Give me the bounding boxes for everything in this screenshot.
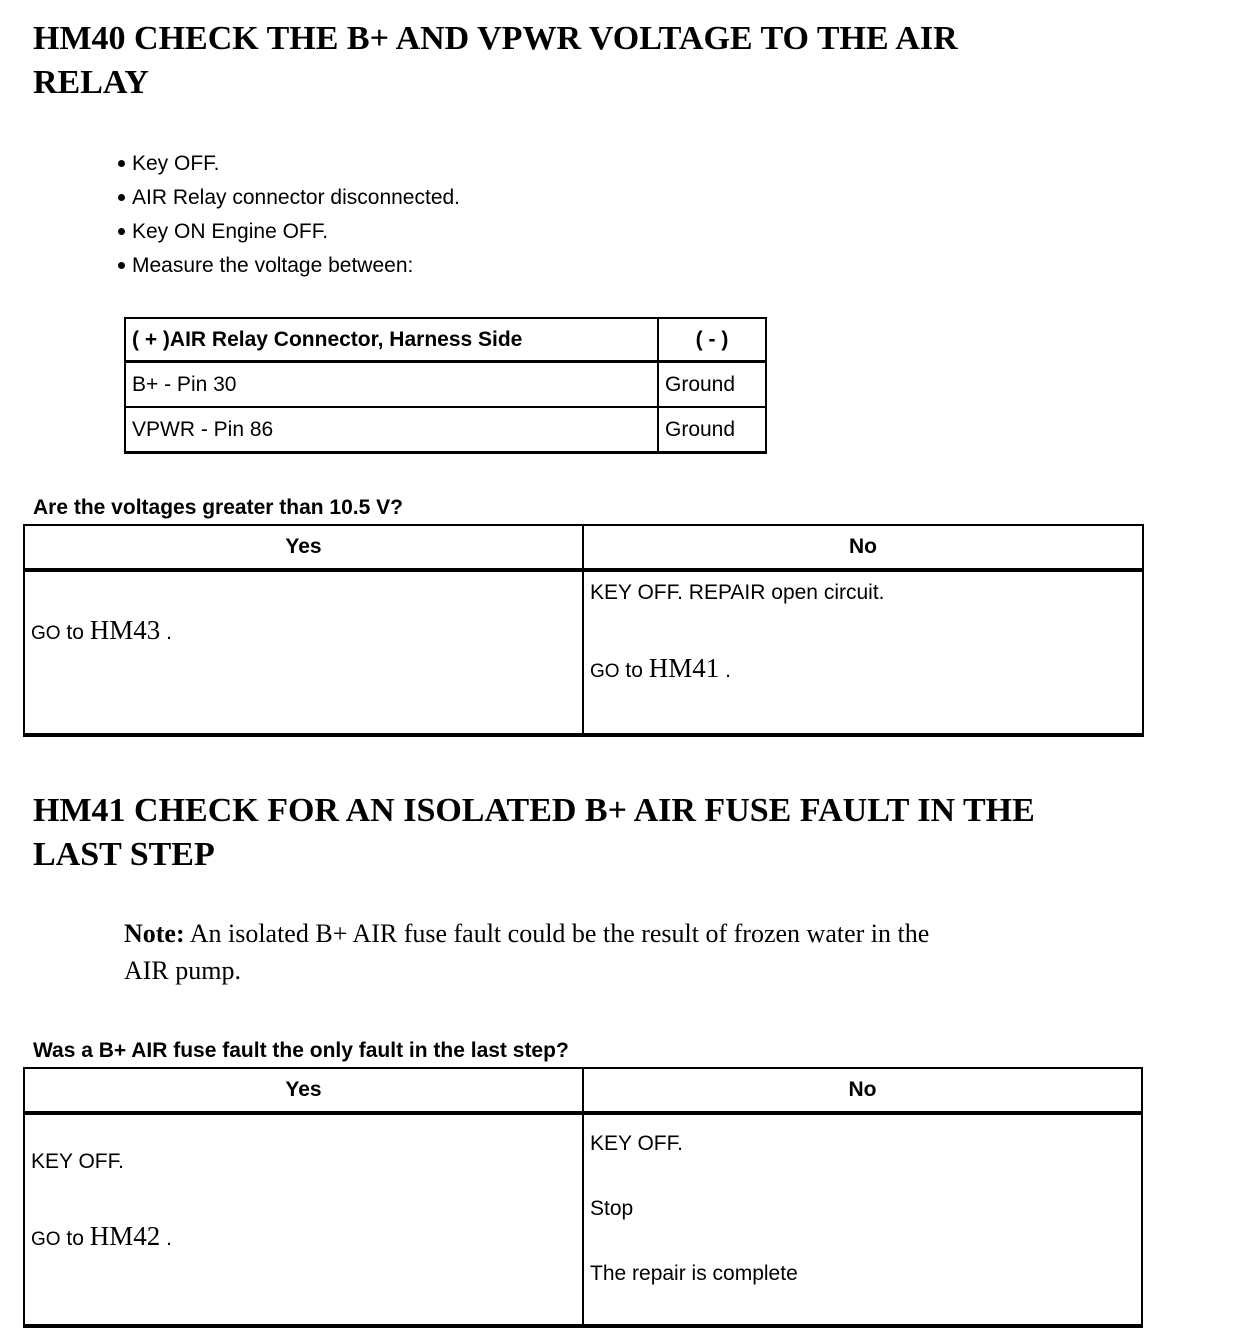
decision-body-row	[24, 570, 1143, 735]
yes-cell	[24, 1113, 583, 1326]
measure-point: B+ - Pin 30	[125, 362, 658, 408]
procedure-step: Measure the voltage between:	[117, 249, 460, 283]
to-text: to	[60, 621, 90, 644]
no-header: No	[583, 525, 1143, 570]
link-hm43[interactable]: HM43	[89, 615, 161, 645]
no-cell	[583, 1113, 1142, 1326]
measure-reference: Ground	[658, 362, 766, 408]
section-title-hm40-line1: HM40 CHECK THE B+ AND VPWR VOLTAGE TO THE AIR	[33, 20, 958, 57]
hm41-question: Was a B+ AIR fuse fault the only fault in the last step?	[33, 1039, 569, 1062]
table-row	[125, 407, 766, 453]
yes-header: Yes	[24, 525, 583, 570]
go-text: GO	[31, 1229, 61, 1250]
period-text: .	[719, 659, 731, 682]
section-title-hm41	[33, 789, 1035, 877]
note-text: An isolated B+ AIR fuse fault could be the result of frozen water in the	[184, 919, 930, 948]
procedure-step: Key ON Engine OFF.	[117, 215, 460, 249]
hm40-question: Are the voltages greater than 10.5 V?	[33, 496, 403, 519]
section-title-hm41-line1: HM41 CHECK FOR AN ISOLATED B+ AIR FUSE FAULT IN THE	[33, 792, 1035, 829]
procedure-step: Key OFF.	[117, 147, 460, 181]
go-to-line	[31, 1223, 582, 1253]
hm41-decision-table	[23, 1067, 1143, 1328]
section-title-hm40-line2: RELAY	[33, 64, 149, 101]
period-text: .	[160, 621, 172, 644]
go-to-line	[590, 655, 1142, 685]
no-header: No	[583, 1068, 1142, 1113]
note-paragraph	[124, 915, 929, 989]
section-title-hm41-line2: LAST STEP	[33, 836, 215, 873]
col-header-positive: ( + )AIR Relay Connector, Harness Side	[125, 318, 658, 362]
link-hm42[interactable]: HM42	[89, 1221, 161, 1251]
instruction-line: Stop	[590, 1197, 634, 1220]
hm40-measurement-table	[124, 317, 767, 454]
measure-reference: Ground	[658, 407, 766, 453]
go-text: GO	[31, 623, 61, 644]
table-row	[125, 362, 766, 408]
decision-header-row	[24, 525, 1143, 570]
go-to-line	[31, 617, 582, 647]
to-text: to	[60, 1227, 90, 1250]
procedure-step: AIR Relay connector disconnected.	[117, 181, 460, 215]
yes-cell	[24, 570, 583, 735]
table-header-row	[125, 318, 766, 362]
no-cell	[583, 570, 1143, 735]
measure-point: VPWR - Pin 86	[125, 407, 658, 453]
hm40-decision-table	[23, 524, 1144, 737]
yes-header: Yes	[24, 1068, 583, 1113]
col-header-negative: ( - )	[658, 318, 766, 362]
instruction-line: KEY OFF.	[590, 1132, 683, 1155]
hm40-procedure-steps	[117, 147, 460, 283]
note-label: Note:	[124, 919, 185, 948]
decision-header-row	[24, 1068, 1142, 1113]
instruction-line: The repair is complete	[590, 1262, 798, 1285]
go-text: GO	[590, 661, 620, 682]
period-text: .	[160, 1227, 172, 1250]
link-hm41[interactable]: HM41	[648, 653, 720, 683]
decision-body-row	[24, 1113, 1142, 1326]
section-title-hm40	[33, 17, 958, 105]
note-line1	[124, 915, 929, 952]
instruction-line: KEY OFF.	[31, 1150, 124, 1173]
instruction-line: KEY OFF. REPAIR open circuit.	[590, 581, 885, 604]
to-text: to	[619, 659, 649, 682]
note-line2: AIR pump.	[124, 956, 241, 985]
